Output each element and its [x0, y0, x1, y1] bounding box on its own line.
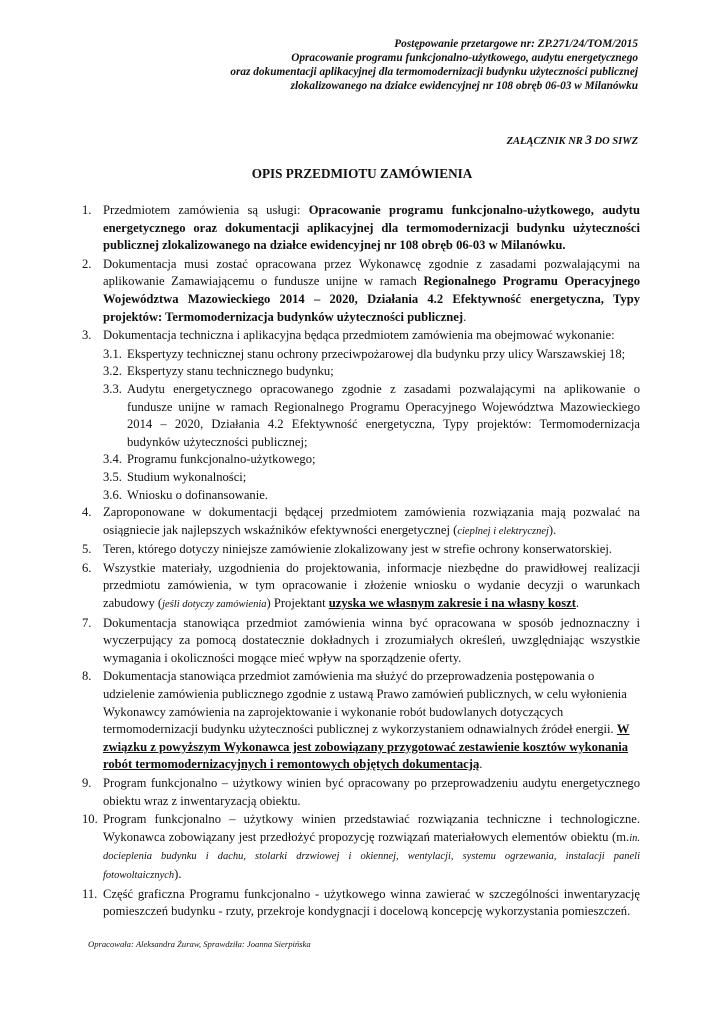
item-number: 3. [82, 328, 92, 343]
item-text: Zaproponowane w dokumentacji będącej przedmiotem zamówienia rozwiązania mają pozwalać na osiągniecie jak najlepszych wskaźników efektywności energetycznej ( [103, 505, 640, 537]
item-text: Dokumentacja stanowiąca przedmiot zamówienia ma służyć do przeprowadzenia postępowania o udzielenie zamówienia publicznego zgodnie z ustawą Prawo zamówień publicznych, w celu wyłonienia Wykonawcy zamówienia na zaprojektowanie i wykonanie robót budowlanych dotyczących termomodernizacji budynku użyteczności publicznej z wykorzystaniem odnawialnych źródeł energii. [103, 669, 627, 737]
list-item [82, 327, 640, 345]
requirements-list [82, 202, 640, 922]
item-number: 5. [82, 542, 92, 557]
list-item [82, 504, 640, 540]
sub-list-item [82, 469, 640, 487]
list-item [82, 202, 640, 255]
sub-list-item [82, 381, 640, 451]
item-text: Dokumentacja stanowiąca przedmiot zamówienia winna być opracowana w sposób jednoznaczny i wyczerpujący za pomocą dostatecznie dokładnych i zrozumiałych określeń, uwzględniając wszystkie wymagania i okoliczności mogące mieć wpływ na sporządzenie oferty. [103, 615, 640, 665]
header-line-subject-2: oraz dokumentacji aplikacyjnej dla termomodernizacji budynku użyteczności publicznej [230, 66, 638, 78]
annex-number: 3 [585, 132, 592, 147]
item-text: Audytu energetycznego opracowanego zgodnie z zasadami pozwalającymi na aplikowanie o fundusze unijne w ramach Regionalnego Programu Operacyjnego Województwa Mazowieckiego 2014 – 2020, Działania 4.2 Efektywność energetyczna, Typy projektów: Termomodernizacja budynków użyteczności publicznej; [127, 381, 640, 449]
item-text-italic: jeśli dotyczy zamówienia [162, 599, 267, 611]
item-number: 8. [82, 669, 92, 684]
item-text: Część graficzna Programu funkcjonalno - użytkowego winna zawierać w szczególności inwentaryzację pomieszczeń budynku - rzuty, przekroje kondygnacji i docelową koncepcję wykorzystania pomieszczeń. [103, 886, 640, 919]
item-text: Program funkcjonalno – użytkowy winien być opracowany po przeprowadzeniu audytu energetycznego obiektu wraz z inwentaryzacją obiektu. [103, 776, 640, 808]
item-number: 1. [82, 203, 92, 217]
item-number: 2. [82, 256, 92, 271]
list-item [82, 615, 640, 668]
item-number: 3.2. [103, 364, 122, 379]
page-footer: Opracowała: Aleksandra Żuraw, Sprawdziła: Joanna Sierpińska [88, 939, 311, 949]
item-number: 3.1. [103, 346, 122, 361]
item-text: ). [548, 522, 557, 537]
list-item [82, 886, 640, 921]
item-text: Przedmiotem zamówienia są usługi: [103, 203, 309, 217]
item-number: 3.3. [103, 381, 122, 396]
item-text: Studium wykonalności; [127, 469, 247, 484]
annex-label-post: DO SIWZ [591, 136, 638, 147]
item-text: Ekspertyzy technicznej stanu ochrony przeciwpożarowej dla budynku przy ulicy Warszawskiej 18; [127, 346, 626, 361]
item-text: Program funkcjonalno – użytkowy winien przedstawiać rozwiązania techniczne i technologiczne. Wykonawca zobowiązany jest przedłożyć propozycję rozwiązań materiałowych elementów obiektu (m. [103, 812, 640, 844]
list-item [82, 560, 640, 614]
item-number: 3.6. [103, 487, 122, 502]
item-text-bold: Regionalnego Programu Operacyjnego Województwa Mazowieckiego 2014 – 2020, Działania 4.2 Efektywność energetyczna, Typy projektów: Termomodernizacja budynków użyteczności publicznej [103, 274, 641, 324]
item-number: 7. [82, 615, 92, 630]
item-text: ) Projektant [266, 596, 329, 611]
item-text-bold-underlined: uzyska we własnym zakresie i na własny koszt [328, 596, 576, 611]
item-text-bold: Opracowanie programu funkcjonalno-użytkowego, audytu energetycznego oraz dokumentacji aplikacyjnej dla termomodernizacji budynku użyteczności publicznej zlokalizowanego na działce ewidencyjnej nr 108 obręb 06-03 w Milanówku. [103, 203, 640, 253]
item-text: Dokumentacja techniczna i aplikacyjna będąca przedmiotem zamówienia ma obejmować wykonanie: [103, 328, 615, 343]
item-number: 6. [82, 560, 92, 575]
item-number: 3.4. [103, 452, 122, 467]
item-text: Ekspertyzy stanu technicznego budynku; [127, 364, 334, 379]
page-title: OPIS PRZEDMIOTU ZAMÓWIENIA [251, 166, 473, 181]
header-line-subject-1: Opracowanie programu funkcjonalno-użytkowego, audytu energetycznego [291, 52, 638, 64]
document-header [78, 37, 638, 93]
list-item [82, 668, 640, 774]
item-text-bold-underlined: W związku z powyższym Wykonawca jest zobowiązany przygotować zestawienie kosztów wykonania robót termomodernizacyjnych i remontowych objętych dokumentacją [103, 722, 630, 772]
list-item [82, 541, 640, 559]
sub-list-item [82, 451, 640, 469]
list-item [82, 775, 640, 810]
list-item [82, 256, 640, 326]
item-text: Wniosku o dofinansowanie. [127, 487, 268, 502]
sub-list-item [82, 487, 640, 505]
item-text: . [463, 309, 467, 324]
item-text: Programu funkcjonalno-użytkowego; [127, 452, 316, 467]
list-item [82, 811, 640, 884]
item-number: 4. [82, 505, 92, 520]
item-number: 9. [82, 776, 92, 790]
item-text: ). [174, 866, 182, 881]
item-text: Wszystkie materiały, uzgodnienia do projektowania, informacje niezbędne do prawidłowej realizacji przedmiotu zamówienia, w tym opracowanie i złożenie wniosku o wydanie decyzji o warunkach zabudowy ( [103, 560, 640, 611]
item-text-italic: cieplnej i elektrycznej [457, 525, 549, 537]
header-line-subject-3: zlokalizowanego na działce ewidencyjnej nr 108 obręb 06-03 w Milanówku [290, 80, 638, 92]
item-text-italic: in. docieplenia budynku i dachu, stolarki drzwiowej i okiennej, wentylacji, systemu ogrzewania, instalacji paneli fotowoltaicznych [103, 832, 640, 881]
item-text: . [479, 757, 483, 772]
item-number: 3.5. [103, 469, 122, 484]
annex-label-pre: ZAŁĄCZNIK NR [506, 136, 586, 147]
item-number: 11. [82, 886, 98, 901]
item-text: Teren, którego dotyczy niniejsze zamówienie zlokalizowany jest w strefie ochrony konserwatorskiej. [103, 542, 612, 557]
header-line-procedure: Postępowanie przetargowe nr: ZP.271/24/TOM/2015 [394, 38, 638, 50]
item-text: Dokumentacja musi zostać opracowana przez Wykonawcę zgodnie z zasadami pozwalającymi na aplikowanie Zamawiającemu o fundusze unijne w ramach [103, 256, 640, 289]
annex-label [507, 132, 638, 148]
sub-list-item [82, 363, 640, 381]
item-number: 10. [82, 812, 98, 827]
sub-list-item [82, 346, 640, 364]
item-text: . [575, 596, 580, 611]
